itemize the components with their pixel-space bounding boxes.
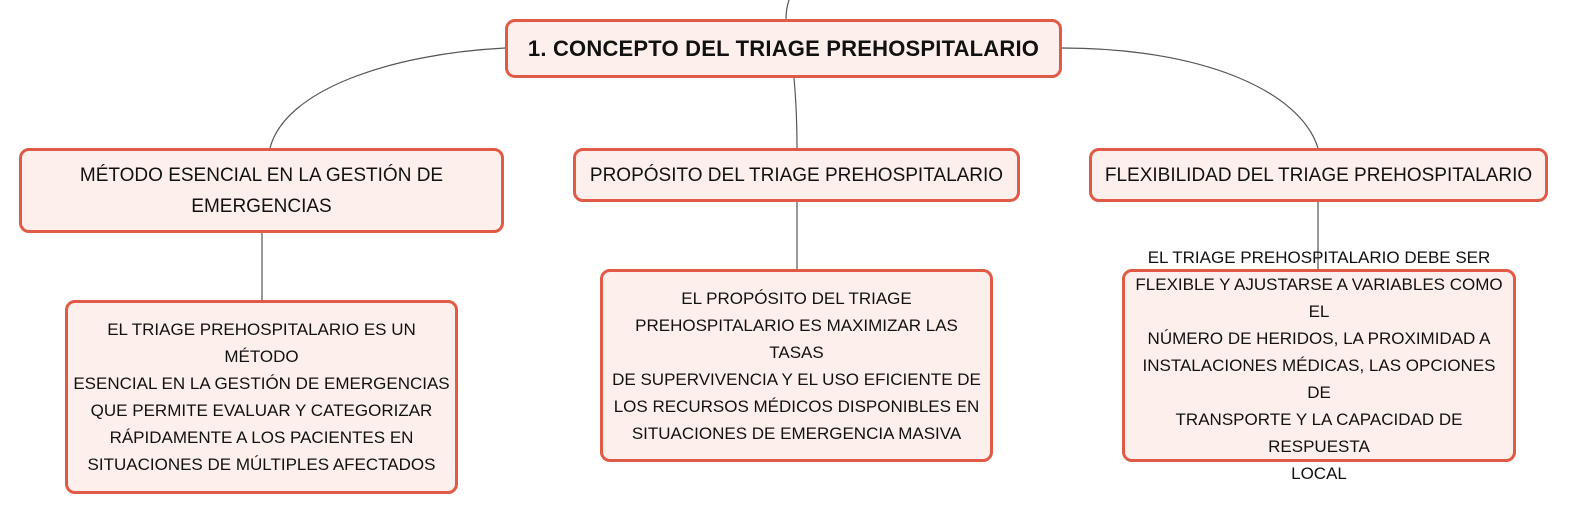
detail-node-text [607, 285, 986, 447]
detail-node-text [72, 316, 451, 478]
branch-node-flexibilidad[interactable] [1089, 148, 1548, 202]
detail-line: FLEXIBLE Y AJUSTARSE A VARIABLES COMO EL [1135, 275, 1503, 321]
branch-node-label [80, 160, 443, 222]
detail-line: EL TRIAGE PREHOSPITALARIO ES UN MÉTODO [107, 320, 416, 366]
detail-line: ESENCIAL EN LA GESTIÓN DE EMERGENCIAS [73, 374, 450, 393]
branch-node-label [1105, 160, 1532, 191]
detail-line: EL TRIAGE PREHOSPITALARIO DEBE SER [1147, 248, 1491, 267]
detail-node-proposito[interactable] [600, 269, 993, 462]
label-line: EMERGENCIAS [191, 195, 332, 217]
connector-root-to-branch-1 [270, 48, 505, 148]
connector-parent-to-root [786, 0, 789, 19]
detail-line: SITUACIONES DE MÚLTIPLES AFECTADOS [87, 455, 436, 474]
label-line: FLEXIBILIDAD DEL TRIAGE PREHOSPITALARIO [1104, 164, 1533, 186]
detail-line: QUE PERMITE EVALUAR Y CATEGORIZAR [90, 401, 433, 420]
branch-node-label [590, 160, 1003, 191]
detail-node-text [1129, 244, 1509, 487]
label-line: MÉTODO ESENCIAL EN LA GESTIÓN DE [79, 164, 444, 186]
detail-node-metodo-esencial[interactable] [65, 300, 458, 494]
branch-node-metodo-esencial[interactable] [19, 148, 504, 233]
detail-line: LOS RECURSOS MÉDICOS DISPONIBLES EN [613, 396, 980, 416]
detail-line: RÁPIDAMENTE A LOS PACIENTES EN [109, 428, 414, 447]
detail-line: PREHOSPITALARIO ES MAXIMIZAR LAS TASAS [635, 315, 958, 362]
detail-node-flexibilidad[interactable] [1122, 248, 1516, 483]
detail-line: EL PROPÓSITO DEL TRIAGE [681, 288, 912, 308]
branch-node-proposito[interactable] [573, 148, 1020, 202]
connector-root-to-branch-3 [1062, 48, 1318, 148]
detail-line: INSTALACIONES MÉDICAS, LAS OPCIONES DE [1142, 356, 1496, 402]
detail-line: DE SUPERVIVENCIA Y EL USO EFICIENTE DE [612, 369, 981, 389]
label-line: PROPÓSITO DEL TRIAGE PREHOSPITALARIO [589, 164, 1004, 186]
root-node-label: 1. CONCEPTO DEL TRIAGE PREHOSPITALARIO [527, 35, 1040, 61]
detail-line: LOCAL [1291, 464, 1347, 483]
root-node[interactable] [505, 19, 1062, 78]
connector-root-to-branch-2 [794, 78, 797, 148]
detail-line: TRANSPORTE Y LA CAPACIDAD DE RESPUESTA [1175, 410, 1463, 456]
detail-line: NÚMERO DE HERIDOS, LA PROXIMIDAD A [1147, 329, 1491, 348]
detail-line: SITUACIONES DE EMERGENCIA MASIVA [631, 423, 962, 443]
